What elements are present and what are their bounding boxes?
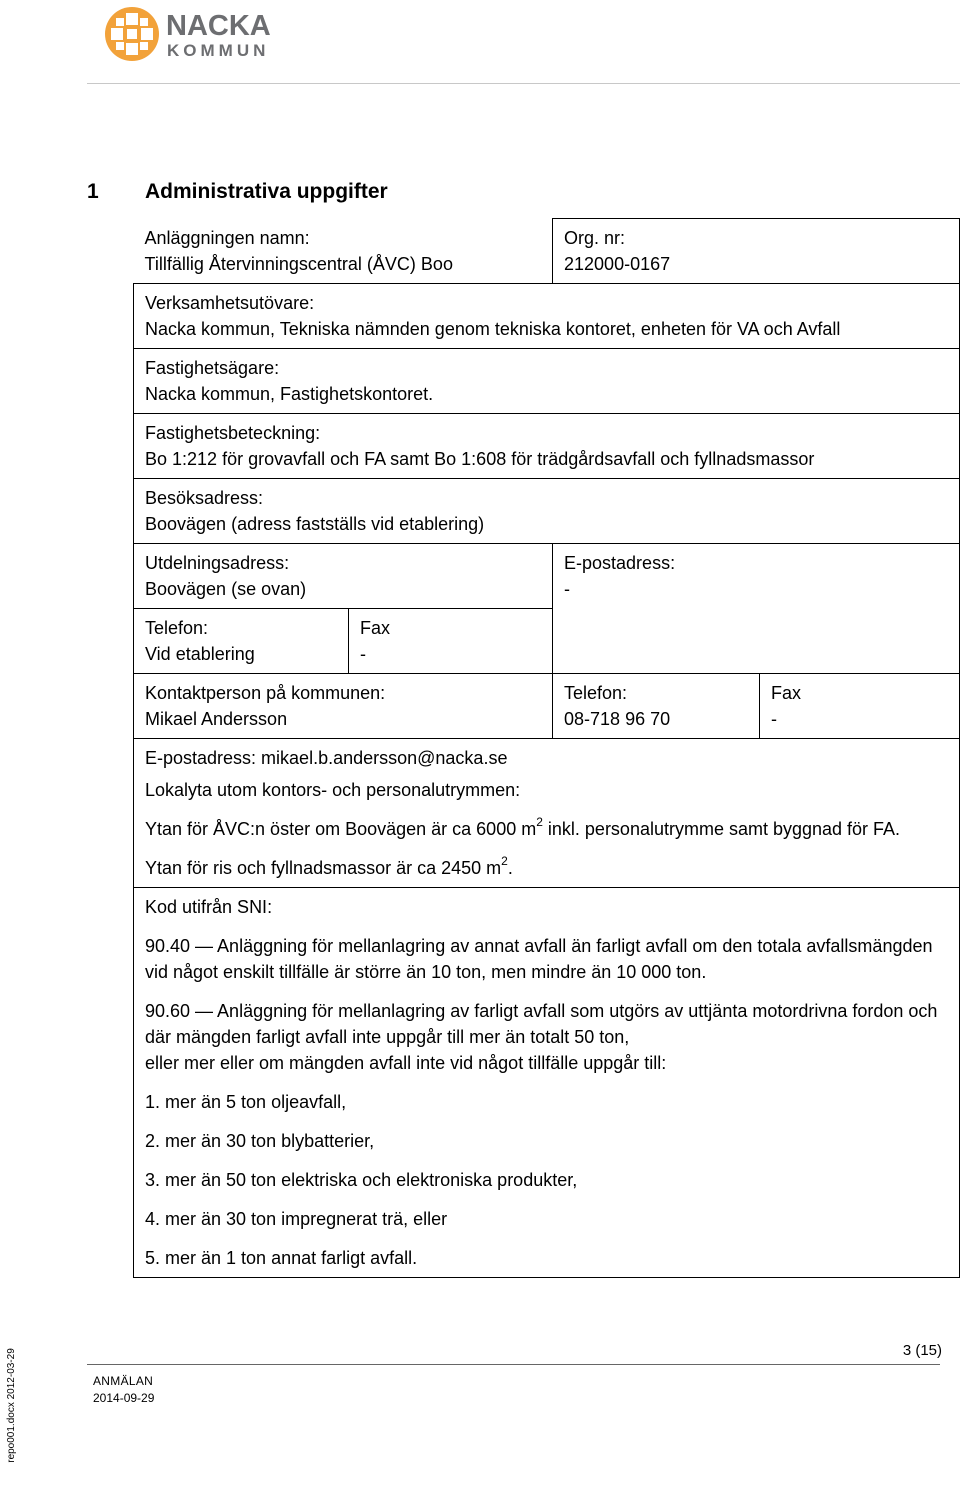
page-number: 3 (15) (902, 1342, 942, 1359)
fastighetsbeteckning-label: Fastighetsbeteckning: (145, 423, 321, 443)
besoksadress-label: Besöksadress: (145, 488, 264, 508)
footer-date: 2014-09-29 (93, 1391, 155, 1405)
cell-kontakt-fax (760, 674, 960, 739)
form-row-besoksadress (134, 479, 960, 544)
cell-anlaggning (134, 219, 553, 284)
cell-besoksadress (134, 479, 960, 544)
logo-line1: NACKA (166, 10, 271, 42)
template-side-label: repo001.docx 2012-03-29 (5, 1348, 17, 1463)
fastighetsagare-value: Nacka kommun, Fastighetskontoret. (145, 384, 434, 404)
logo-icon (102, 4, 292, 64)
form-row-kontakt-epost (134, 739, 960, 772)
verksamhetsutovare-value: Nacka kommun, Tekniska nämnden genom tekniska kontoret, enheten för VA och Avfall (145, 319, 841, 339)
lokalyta-paragraph-2: Ytan för ris och fyllnadsmassor är ca 2450 $m^2$. (145, 854, 513, 878)
org-nr-value: 212000-0167 (564, 254, 671, 274)
fax-label: Fax (360, 618, 391, 638)
kontakt-telefon-value: 08-718 96 70 (564, 709, 671, 729)
footer-divider (87, 1364, 940, 1365)
kontaktperson-value: Mikael Andersson (145, 709, 288, 729)
cell-org-nr (553, 219, 960, 284)
form-row-utdelningsadress (134, 544, 960, 609)
form-row-fastighetsbeteckning (134, 414, 960, 479)
cell-fastighetsagare (134, 349, 960, 414)
kontakt-epost-value: E-postadress: mikael.b.andersson@nacka.se (145, 748, 508, 768)
form-row-verksamhetsutovare (134, 284, 960, 349)
section-number: 1 (87, 180, 99, 203)
cell-lokalyta (134, 771, 960, 888)
sni-list-item: 5. mer än 1 ton annat farligt avfall. (145, 1248, 418, 1268)
sni-list-item: 2. mer än 30 ton blybatterier, (145, 1131, 375, 1151)
sni-code-9060-continued: eller mer eller om mängden avfall inte vid något tillfälle uppgår till: (145, 1053, 667, 1073)
cell-fastighetsbeteckning (134, 414, 960, 479)
epostadress-label: E-postadress: (564, 553, 676, 573)
cell-kontaktperson (134, 674, 553, 739)
cell-telefon (134, 609, 349, 674)
kontaktperson-label: Kontaktperson på kommunen: (145, 683, 386, 703)
sni-label: Kod utifrån SNI: (145, 897, 273, 917)
org-nr-label: Org. nr: (564, 228, 626, 248)
section-title: Administrativa uppgifter (145, 180, 388, 203)
fastighetsbeteckning-value: Bo 1:212 för grovavfall och FA samt Bo 1:608 för trädgårdsavfall och fyllnadsmassor (145, 449, 815, 469)
telefon-label: Telefon: (145, 618, 209, 638)
utdelningsadress-label: Utdelningsadress: (145, 553, 290, 573)
telefon-value: Vid etablering (145, 644, 255, 664)
lokalyta-label: Lokalyta utom kontors- och personalutrymmen: (145, 780, 521, 800)
kontakt-telefon-label: Telefon: (564, 683, 628, 703)
cell-fax (349, 609, 553, 674)
utdelningsadress-value: Boovägen (se ovan) (145, 579, 307, 599)
sni-code-9060: 90.60 — Anläggning för mellanlagring av farligt avfall som utgörs av uttjänta motordrivna fordon och där mängden farligt avfall inte uppgår till mer än totalt 50 ton, (145, 1001, 938, 1047)
cell-kontakt-epost (134, 739, 960, 772)
sni-list-item: 3. mer än 50 ton elektriska och elektroniska produkter, (145, 1170, 578, 1190)
epostadress-value: - (564, 579, 571, 599)
logo-line2: KOMMUN (167, 41, 270, 60)
form-row-fastighetsagare (134, 349, 960, 414)
cell-verksamhetsutovare (134, 284, 960, 349)
kontakt-fax-value: - (771, 709, 778, 729)
sni-list-item: 1. mer än 5 ton oljeavfall, (145, 1092, 347, 1112)
form-row-lokalyta (134, 771, 960, 888)
section-heading (87, 180, 388, 204)
sni-list-item: 4. mer än 30 ton impregnerat trä, eller (145, 1209, 448, 1229)
verksamhetsutovare-label: Verksamhetsutövare: (145, 293, 315, 313)
administrative-details-form (133, 218, 960, 1278)
form-row-sni (134, 888, 960, 1278)
fax-value: - (360, 644, 366, 664)
anlaggning-value: Tillfällig Återvinningscentral (ÅVC) Boo (144, 253, 453, 274)
form-row-anlaggning (134, 219, 960, 284)
cell-kontakt-telefon (553, 674, 760, 739)
footer-document-type: ANMÄLAN (93, 1374, 154, 1388)
fastighetsagare-label: Fastighetsägare: (145, 358, 280, 378)
header-divider (87, 83, 960, 84)
kontakt-fax-label: Fax (771, 683, 802, 703)
sni-code-9040: 90.40 — Anläggning för mellanlagring av annat avfall än farligt avfall om den totala avfallsmängden vid något enskilt tillfälle är större än 10 ton, men mindre än 10 000 ton. (145, 936, 933, 982)
form-row-kontaktperson (134, 674, 960, 739)
cell-epostadress (553, 544, 960, 674)
anlaggning-label: Anläggningen namn: (144, 227, 310, 248)
cell-sni (134, 888, 960, 1278)
lokalyta-paragraph-1: Ytan för ÅVC:n öster om Boovägen är ca 6000 $m^2$ inkl. personalutrymme samt byggnad för FA. (145, 815, 901, 839)
besoksadress-value: Boovägen (adress fastställs vid etablering) (145, 514, 485, 534)
nacka-kommun-logo (102, 4, 292, 64)
cell-utdelningsadress (134, 544, 553, 609)
